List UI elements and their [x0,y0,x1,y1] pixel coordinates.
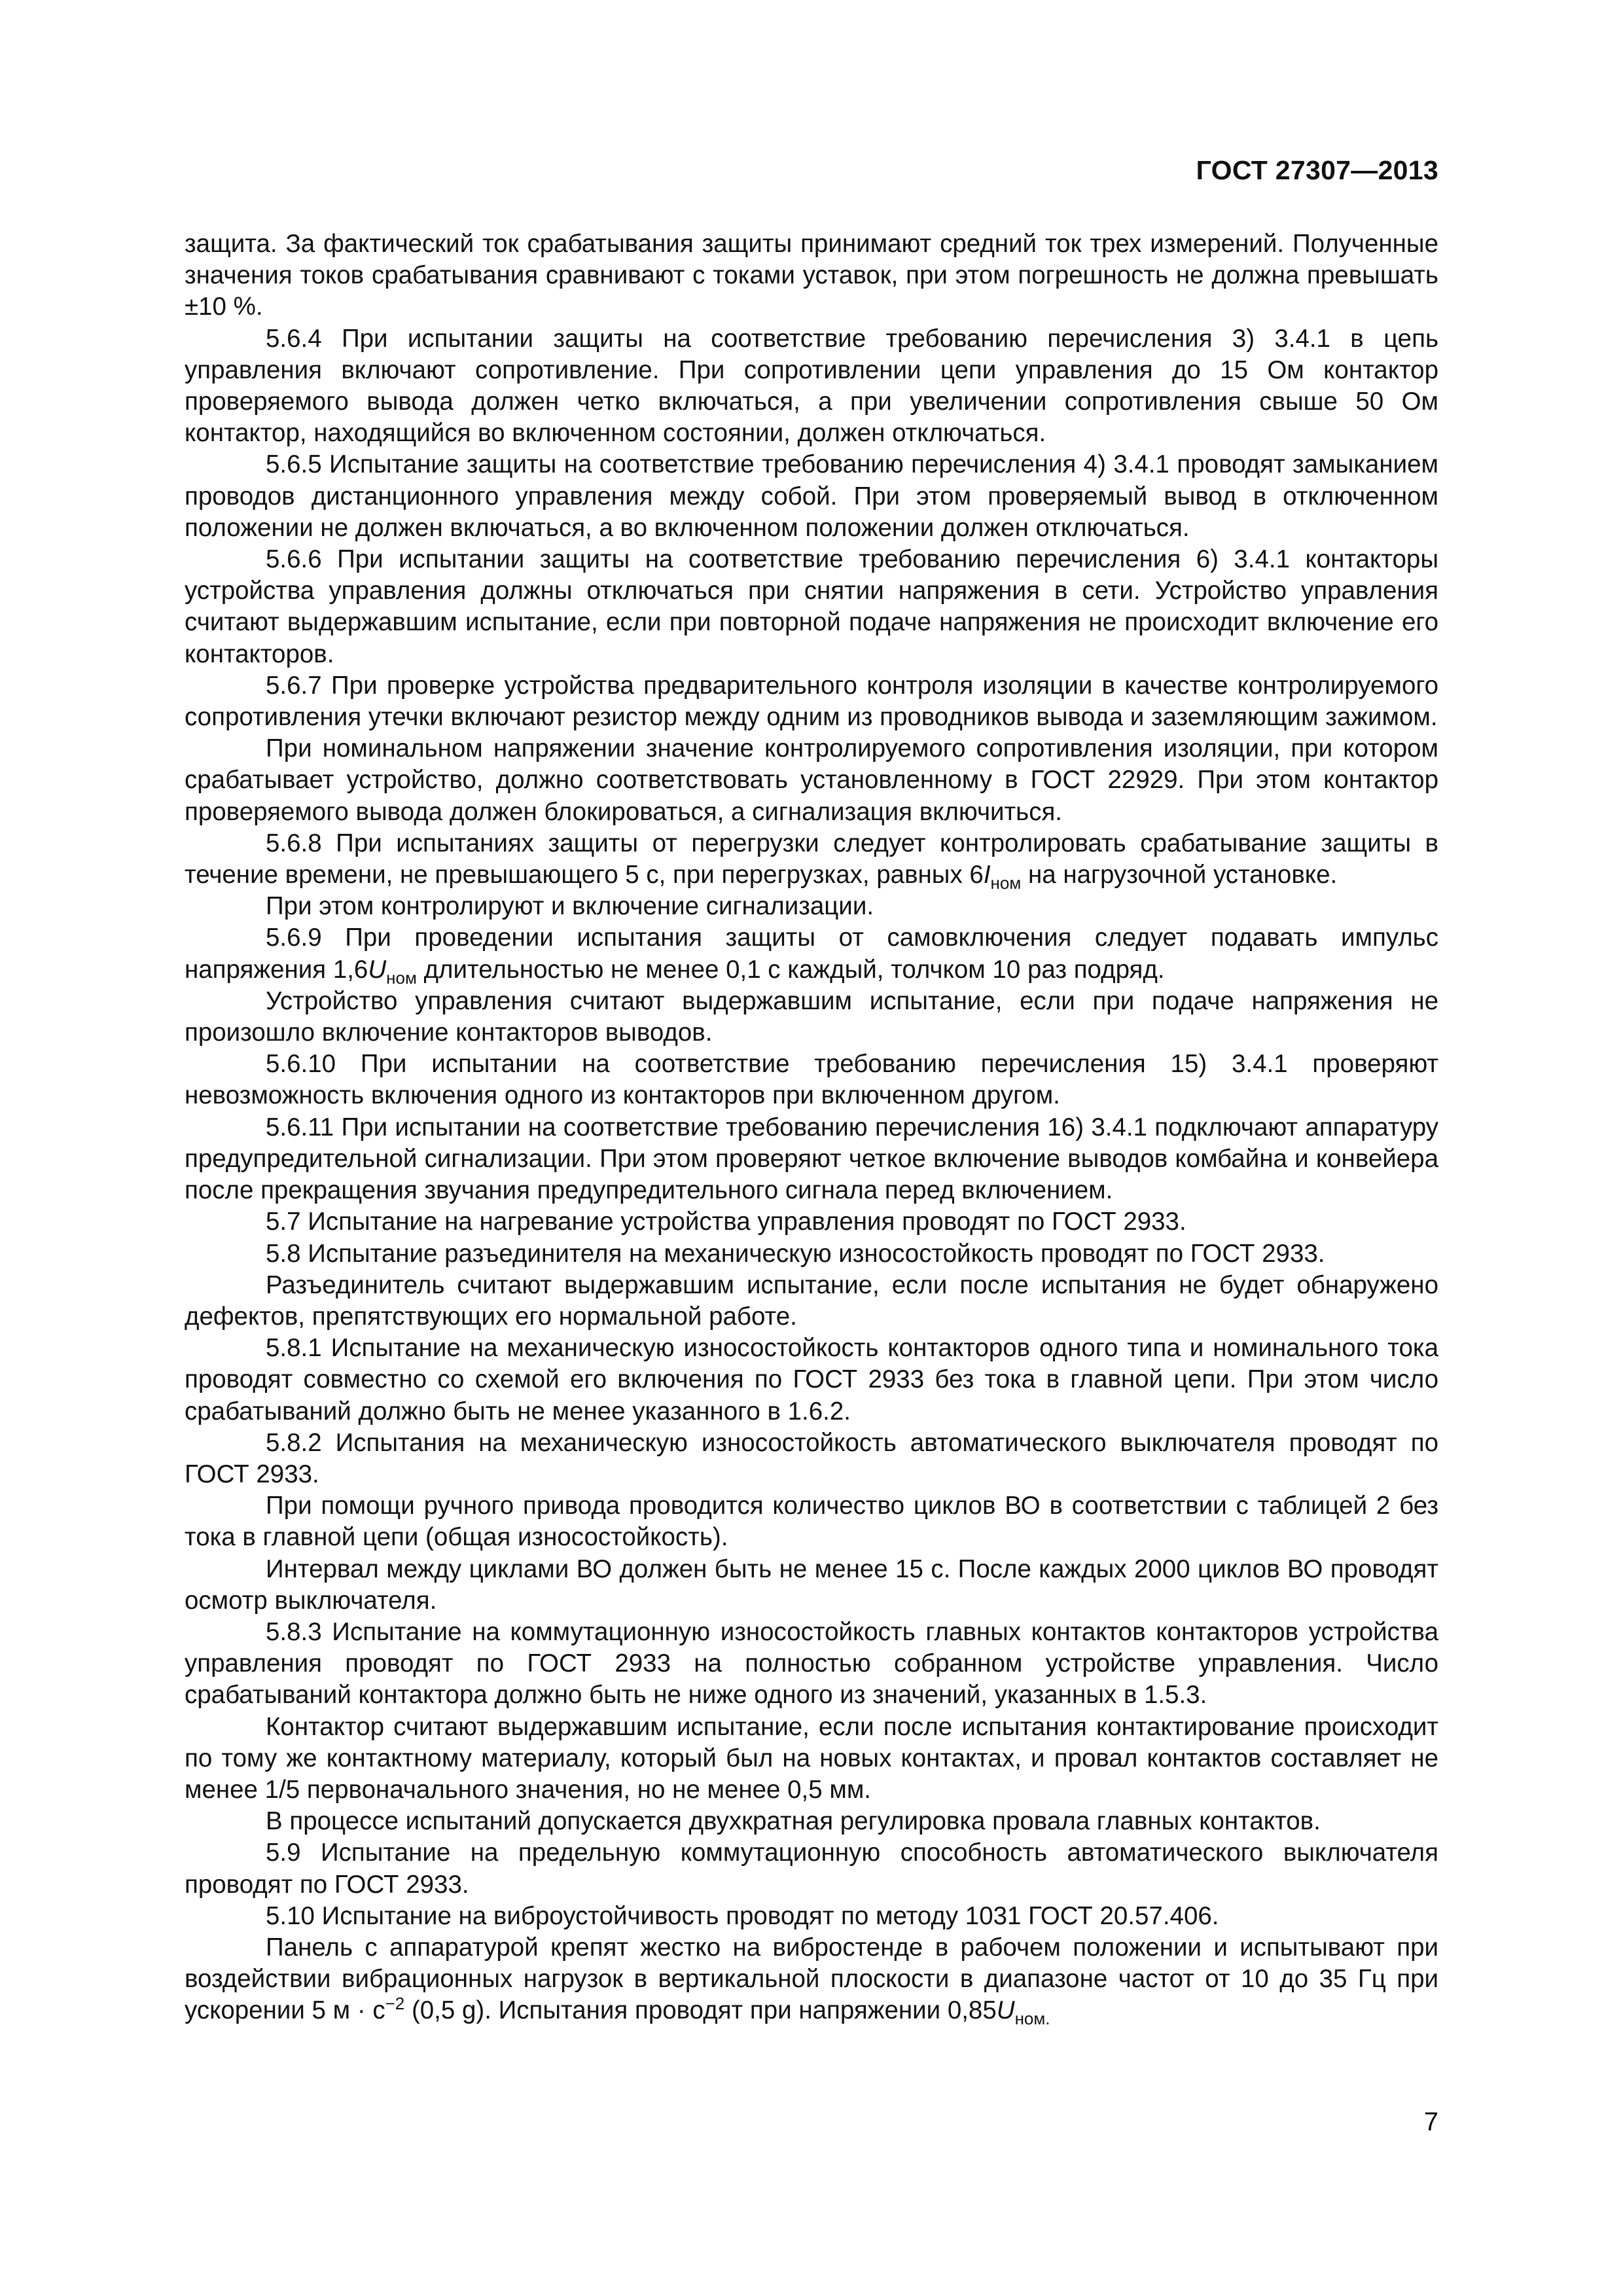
voltage-symbol: U [368,955,387,984]
paragraph: Интервал между циклами ВО должен быть не менее 15 с. После каждых 2000 циклов ВО проводят осмотр выключателя. [185,1554,1438,1615]
page-number: 7 [1423,2108,1438,2136]
paragraph: В процессе испытаний допускается двухкратная регулировка провала главных контактов. [266,1807,1321,1836]
paragraph-5-6-10: 5.6.10 При испытании на соответствие требованию перечисления 15) 3.4.1 проверяют невозможность включения одного из контакторов при включенном другом. [185,1050,1438,1110]
paragraph [185,1932,1438,2027]
subscript: ном. [1014,2009,1050,2029]
paragraph: Разъединитель считают выдержавшим испытание, если после испытания не будет обнаружено дефектов, препятствующих его нормальной работе. [185,1270,1438,1331]
text-run: на нагрузочной установке. [1021,861,1338,889]
paragraph-5-9: 5.9 Испытание на предельную коммутационную способность автоматического выключателя проводят по ГОСТ 2933. [185,1839,1438,1899]
text-run: Панель с аппаратурой крепят жестко на вибростенде в рабочем положении и испытывают при воздействии вибрационных нагрузок в вертикальной плоскости в диапазоне частот от 10 до 35 Гц при ускорении 5 м · с [185,1933,1438,2025]
paragraph: При помощи ручного привода проводится количество циклов ВО в соответствии с таблицей 2 без тока в главной цепи (общая износостойкость). [185,1492,1438,1552]
paragraph: Контактор считают выдержавшим испытание, если после испытания контактирование происходит по тому же контактному материалу, который был на новых контактах, и провал контактов составляет не менее 1/5 первоначального значения, но не менее 0,5 мм. [185,1712,1438,1804]
paragraph: защита. За фактический ток срабатывания защиты принимают средний ток трех измерений. Полученные значения токов срабатывания сравнивают с токами уставок, при этом погрешность не должна превышать ±10 %. [185,230,1438,321]
document-body [185,228,1438,2027]
paragraph: Устройство управления считают выдержавшим испытание, если при подаче напряжения не произошло включение контакторов выводов. [185,986,1438,1047]
paragraph-5-6-8 [185,828,1438,891]
paragraph-5-6-7: 5.6.7 При проверке устройства предварительного контроля изоляции в качестве контролируемого сопротивления утечки включают резистор между одним из проводников вывода и заземляющим зажимом. [185,671,1438,732]
text-run: 5.6.8 При испытаниях защиты от перегрузки следует контролировать срабатывание защиты в течение времени, не превышающего 5 с, при перегрузках, равных 6 [185,829,1438,889]
paragraph-5-8-1: 5.8.1 Испытание на механическую износостойкость контакторов одного типа и номинального тока проводят совместно со схемой его включения по ГОСТ 2933 без тока в главной цепи. При этом число срабатываний должно быть не менее указанного в 1.6.2. [185,1334,1438,1426]
paragraph-5-7: 5.7 Испытание на нагревание устройства управления проводят по ГОСТ 2933. [266,1208,1186,1236]
voltage-symbol: U [996,1996,1015,2025]
paragraph-5-8-2: 5.8.2 Испытания на механическую износостойкость автоматического выключателя проводят по ГОСТ 2933. [185,1428,1438,1488]
subscript: ном [386,967,417,988]
paragraph-5-6-6: 5.6.6 При испытании защиты на соответствие требованию перечисления 6) 3.4.1 контакторы устройства управления должны отключаться при снятии напряжения в сети. Устройство управления считают выдержавшим испытание, если при повторной подаче напряжения не происходит включение его контакторов. [185,545,1438,668]
paragraph-5-6-5: 5.6.5 Испытание защиты на соответствие требованию перечисления 4) 3.4.1 проводят замыканием проводов дистанционного управления между собой. При этом проверяемый вывод в отключенном положении не должен включаться, а во включенном положении должен отключаться. [185,450,1438,542]
superscript: −2 [385,1994,405,2014]
subscript: ном [990,873,1022,893]
document-header-id: ГОСТ 27307—2013 [1196,155,1438,185]
paragraph-5-6-9 [185,922,1438,988]
paragraph-5-8-3: 5.8.3 Испытание на коммутационную износостойкость главных контактов контакторов устройства управления проводят по ГОСТ 2933 на полностью собранном устройстве управления. Число срабатываний контактора должно быть не ниже одного из значений, указанных в 1.5.3. [185,1617,1438,1710]
current-symbol: I [983,861,991,889]
paragraph-5-10: 5.10 Испытание на виброустойчивость проводят по методу 1031 ГОСТ 20.57.406. [266,1901,1219,1930]
paragraph-5-6-4: 5.6.4 При испытании защиты на соответствие требованию перечисления 3) 3.4.1 в цепь управления включают сопротивление. При сопротивлении цепи управления до 15 Ом контактор проверяемого вывода должен четко включаться, а при увеличении сопротивления свыше 50 Ом контактор, находящийся во включенном состоянии, должен отключаться. [185,324,1438,448]
text-run: (0,5 g). Испытания проводят при напряжении 0,85 [404,1996,997,2025]
text-run: 5.6.9 При проведении испытания защиты от самовключения следует подавать импульс напряжения 1,6 [185,924,1438,984]
paragraph-5-6-11: 5.6.11 При испытании на соответствие требованию перечисления 16) 3.4.1 подключают аппаратуру предупредительной сигнализации. При этом проверяют четкое включение выводов комбайна и конвейера после прекращения звучания предупредительного сигнала перед включением. [185,1113,1438,1205]
paragraph: При номинальном напряжении значение контролируемого сопротивления изоляции, при котором срабатывает устройство, должно соответствовать установленному в ГОСТ 22929. При этом контактор проверяемого вывода должен блокироваться, а сигнализация включиться. [185,734,1438,826]
paragraph-5-8: 5.8 Испытание разъединителя на механическую износостойкость проводят по ГОСТ 2933. [266,1239,1325,1268]
text-run: длительностью не менее 0,1 с каждый, толчком 10 раз подряд. [416,955,1165,984]
paragraph: При этом контролируют и включение сигнализации. [266,892,874,921]
